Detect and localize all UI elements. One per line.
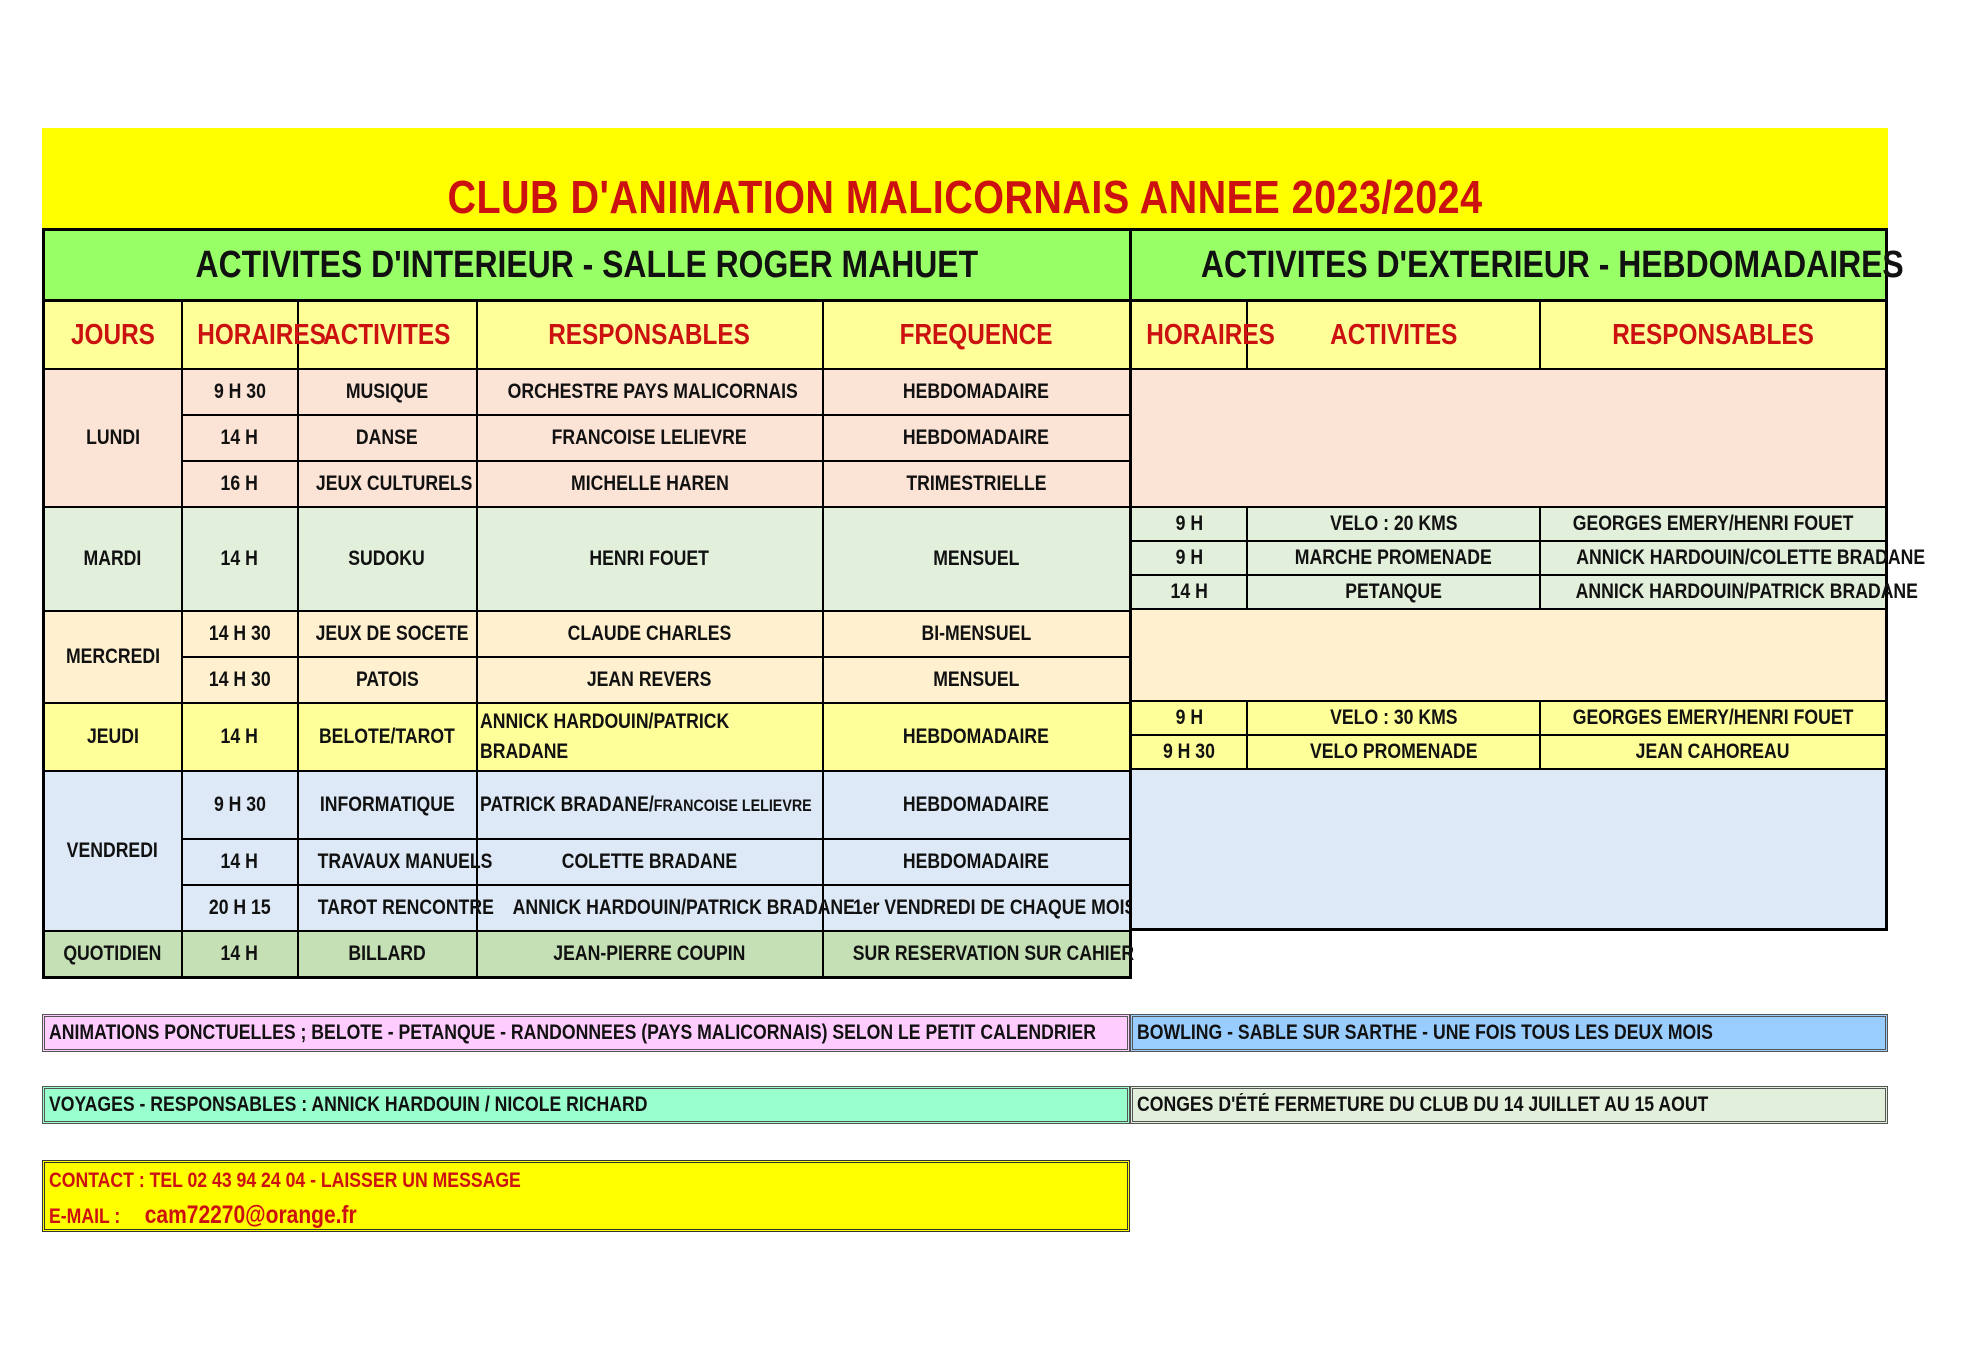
frequency-cell: 1er VENDREDI DE CHAQUE MOIS <box>823 885 1131 931</box>
activity-cell: VELO : 30 KMS <box>1247 701 1540 735</box>
day-vendredi: VENDREDI <box>44 771 182 931</box>
time-cell: 20 H 15 <box>182 885 298 931</box>
time-cell: 14 H 30 <box>182 657 298 703</box>
empty-block-vendredi <box>1131 769 1887 929</box>
activity-cell: VELO : 20 KMS <box>1247 507 1540 541</box>
frequency-cell: MENSUEL <box>823 507 1131 611</box>
voyages-band: VOYAGES - RESPONSABLES : ANNICK HARDOUIN / NICOLE RICHARD <box>42 1086 1130 1124</box>
table-row <box>44 771 1131 839</box>
table-row <box>44 611 1131 657</box>
email-label: E-MAIL : <box>49 1205 121 1228</box>
responsible-cell: FRANCOISE LELIEVRE <box>477 415 823 461</box>
responsible-cell: ANNICK HARDOUIN/PATRICK BRADANE <box>1540 575 1886 609</box>
header-frequence: FREQUENCE <box>823 301 1131 370</box>
time-cell: 14 H <box>182 931 298 977</box>
table-row <box>44 703 1131 771</box>
responsible-cell: GEORGES EMERY/HENRI FOUET <box>1540 507 1886 541</box>
bowling-band: BOWLING - SABLE SUR SARTHE - UNE FOIS TOUS LES DEUX MOIS <box>1130 1014 1888 1052</box>
responsible-cell: JEAN CAHOREAU <box>1540 735 1886 769</box>
header-jours: JOURS <box>44 301 182 370</box>
header-horaires: HORAIRES <box>182 301 298 370</box>
contact-email-row <box>49 1201 357 1230</box>
responsible-cell: HENRI FOUET <box>477 507 823 611</box>
activity-cell: TRAVAUX MANUELS <box>298 839 477 885</box>
activity-cell: BILLARD <box>298 931 477 977</box>
time-cell: 14 H <box>182 415 298 461</box>
interior-activities-table <box>42 228 1136 979</box>
activity-cell: VELO PROMENADE <box>1247 735 1540 769</box>
time-cell: 14 H 30 <box>182 611 298 657</box>
frequency-cell: HEBDOMADAIRE <box>823 703 1131 771</box>
empty-cell <box>1131 609 1887 701</box>
title-band <box>42 128 1888 228</box>
activity-cell: JEUX DE SOCETE <box>298 611 477 657</box>
day-jeudi: JEUDI <box>44 703 182 771</box>
responsible-cell: PATRICK BRADANE/FRANCOISE LELIEVRE <box>477 771 823 839</box>
activity-cell: INFORMATIQUE <box>298 771 477 839</box>
activity-cell: SUDOKU <box>298 507 477 611</box>
ponctuelles-band: ANIMATIONS PONCTUELLES ; BELOTE - PETANQUE - RANDONNEES (PAYS MALICORNAIS) SELON LE PETIT CALENDRIER <box>42 1014 1130 1052</box>
activity-cell: PETANQUE <box>1247 575 1540 609</box>
header-horaires: HORAIRES <box>1131 301 1247 370</box>
interior-heading: ACTIVITES D'INTERIEUR - SALLE ROGER MAHUET <box>44 230 1131 301</box>
responsible-cell: GEORGES EMERY/HENRI FOUET <box>1540 701 1886 735</box>
empty-block-mercredi <box>1131 609 1887 701</box>
time-cell: 9 H 30 <box>1131 735 1247 769</box>
time-cell: 16 H <box>182 461 298 507</box>
frequency-cell: MENSUEL <box>823 657 1131 703</box>
frequency-cell: HEBDOMADAIRE <box>823 771 1131 839</box>
responsible-cell: CLAUDE CHARLES <box>477 611 823 657</box>
table-row <box>44 885 1131 931</box>
time-cell: 14 H <box>182 507 298 611</box>
responsible-cell: ANNICK HARDOUIN/PATRICK BRADANE <box>477 703 823 771</box>
page-title: CLUB D'ANIMATION MALICORNAIS ANNEE 2023/2024 <box>447 171 1483 223</box>
responsible-cell: COLETTE BRADANE <box>477 839 823 885</box>
table-row <box>44 507 1131 611</box>
empty-block-lundi <box>1131 369 1887 507</box>
time-cell: 14 H <box>1131 575 1247 609</box>
day-quotidien: QUOTIDIEN <box>44 931 182 977</box>
frequency-cell: TRIMESTRIELLE <box>823 461 1131 507</box>
email-link[interactable]: cam72270@orange.fr <box>144 1201 357 1229</box>
header-activites: ACTIVITES <box>298 301 477 370</box>
contact-box <box>42 1160 1130 1232</box>
header-responsables: RESPONSABLES <box>477 301 823 370</box>
activity-cell: BELOTE/TAROT <box>298 703 477 771</box>
table-row <box>1131 507 1887 541</box>
table-row <box>1131 701 1887 735</box>
table-row <box>44 657 1131 703</box>
exterior-heading: ACTIVITES D'EXTERIEUR - HEBDOMADAIRES <box>1131 230 1887 301</box>
activity-cell: DANSE <box>298 415 477 461</box>
time-cell: 9 H 30 <box>182 771 298 839</box>
conges-band: CONGES D'ÉTÉ FERMETURE DU CLUB DU 14 JUILLET AU 15 AOUT <box>1130 1086 1888 1124</box>
frequency-cell: HEBDOMADAIRE <box>823 415 1131 461</box>
activity-cell: PATOIS <box>298 657 477 703</box>
activity-cell: MUSIQUE <box>298 369 477 415</box>
table-row <box>1131 575 1887 609</box>
responsible-cell: JEAN-PIERRE COUPIN <box>477 931 823 977</box>
exterior-activities-table <box>1129 228 1926 931</box>
time-cell: 9 H <box>1131 701 1247 735</box>
activity-cell: MARCHE PROMENADE <box>1247 541 1540 575</box>
table-row <box>44 461 1131 507</box>
time-cell: 9 H <box>1131 541 1247 575</box>
contact-phone: CONTACT : TEL 02 43 94 24 04 - LAISSER UN MESSAGE <box>49 1169 521 1192</box>
day-mardi: MARDI <box>44 507 182 611</box>
time-cell: 9 H <box>1131 507 1247 541</box>
time-cell: 14 H <box>182 839 298 885</box>
table-row <box>44 839 1131 885</box>
responsible-cell: ORCHESTRE PAYS MALICORNAIS <box>477 369 823 415</box>
responsible-cell: ANNICK HARDOUIN/PATRICK BRADANE <box>477 885 823 931</box>
day-lundi: LUNDI <box>44 369 182 507</box>
frequency-cell: SUR RESERVATION SUR CAHIER <box>823 931 1131 977</box>
table-row <box>1131 541 1887 575</box>
table-row <box>44 369 1131 415</box>
responsible-cell: ANNICK HARDOUIN/COLETTE BRADANE <box>1540 541 1886 575</box>
activity-cell: JEUX CULTURELS <box>298 461 477 507</box>
time-cell: 14 H <box>182 703 298 771</box>
day-mercredi: MERCREDI <box>44 611 182 703</box>
frequency-cell: HEBDOMADAIRE <box>823 369 1131 415</box>
responsible-cell: JEAN REVERS <box>477 657 823 703</box>
responsible-cell: MICHELLE HAREN <box>477 461 823 507</box>
empty-cell <box>1131 769 1887 929</box>
activity-cell: TAROT RENCONTRE <box>298 885 477 931</box>
header-activites: ACTIVITES <box>1247 301 1540 370</box>
table-row <box>1131 735 1887 769</box>
table-row <box>44 931 1131 977</box>
frequency-cell: HEBDOMADAIRE <box>823 839 1131 885</box>
time-cell: 9 H 30 <box>182 369 298 415</box>
header-responsables: RESPONSABLES <box>1540 301 1886 370</box>
table-row <box>44 415 1131 461</box>
frequency-cell: BI-MENSUEL <box>823 611 1131 657</box>
empty-cell <box>1131 369 1887 507</box>
